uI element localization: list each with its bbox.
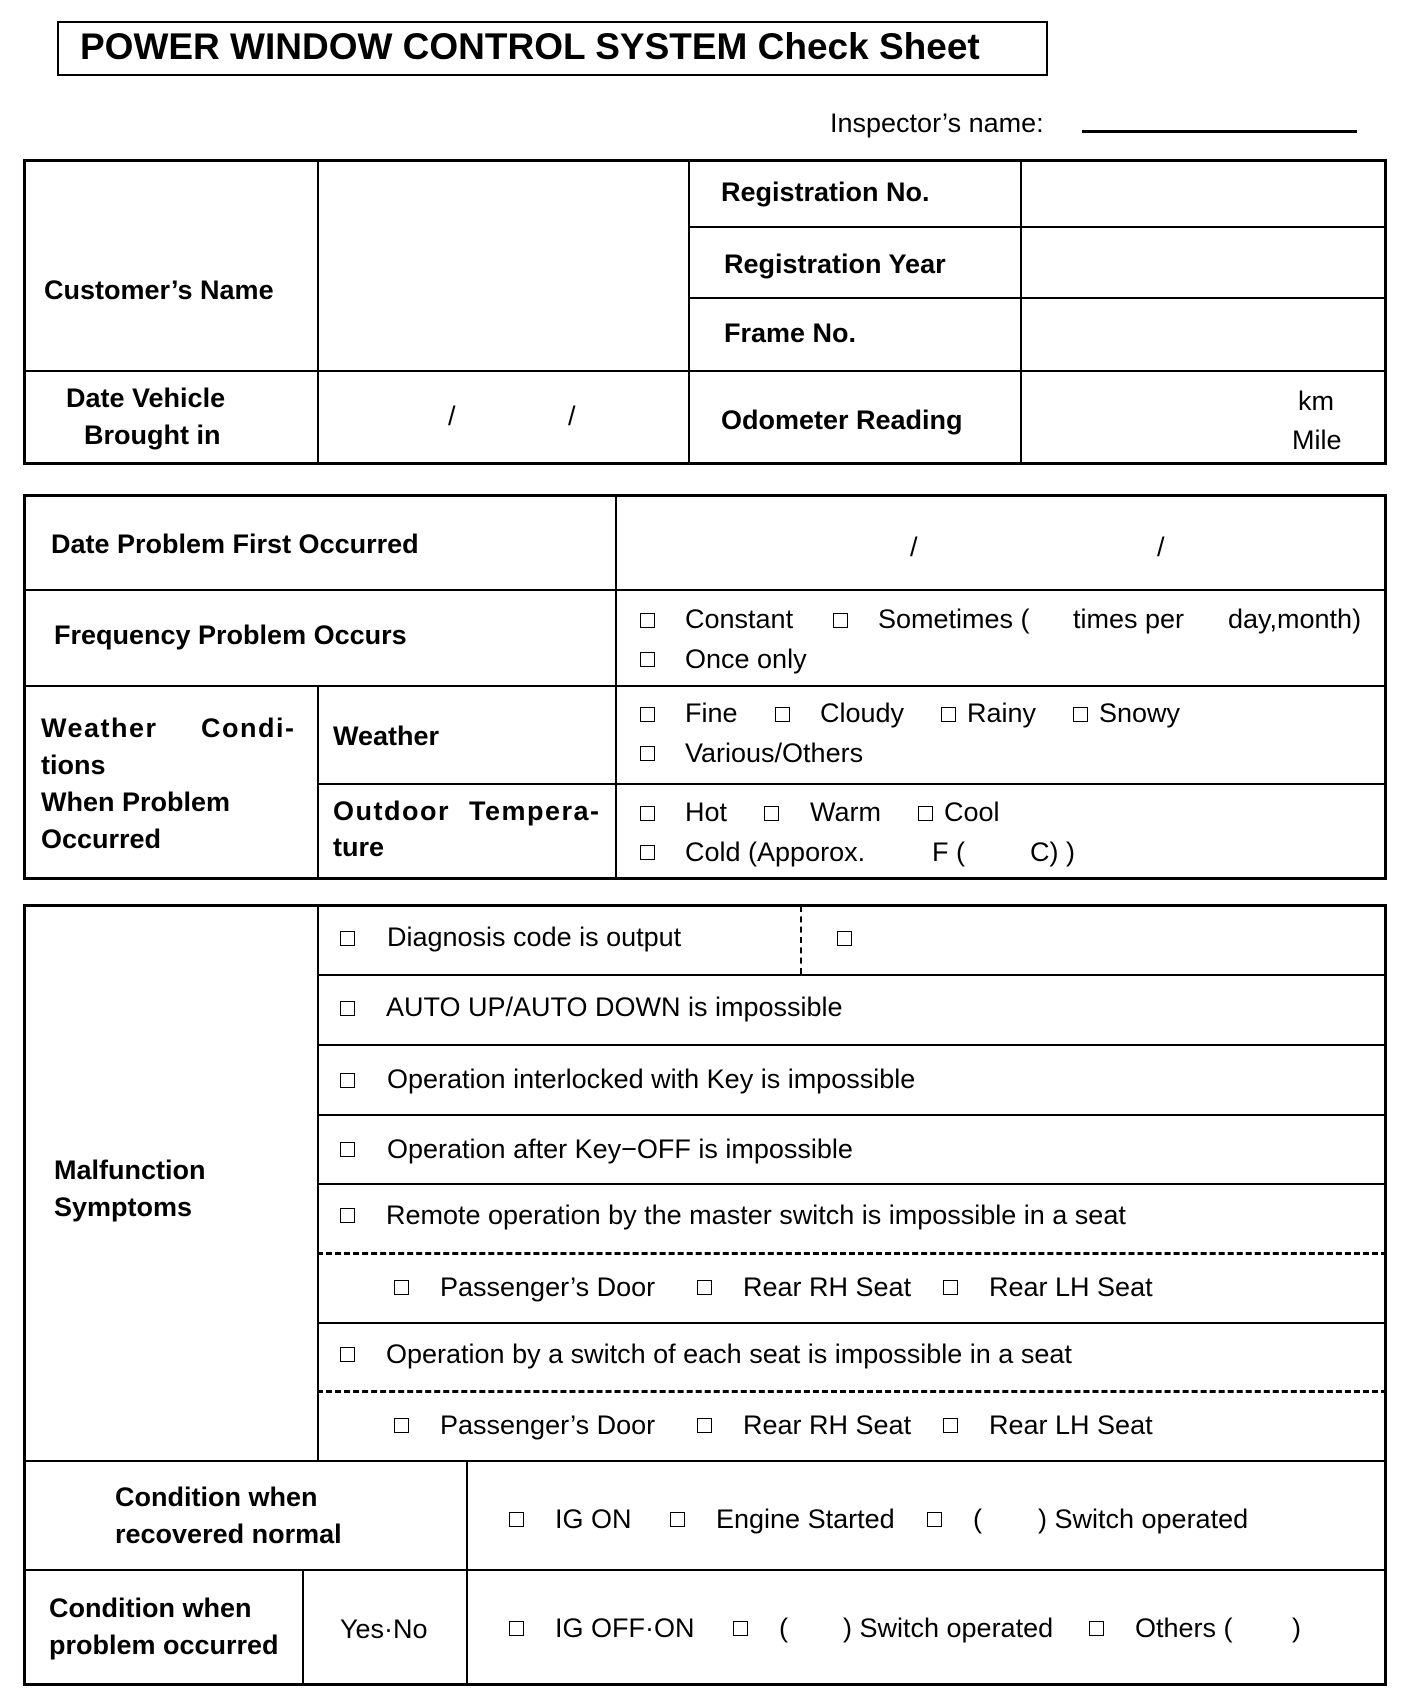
weather-conditions-label: Weather — [41, 713, 158, 743]
date-brought-in-label: Date Vehicle — [66, 383, 226, 413]
divider — [302, 1569, 304, 1686]
registration-year-label: Registration Year — [724, 249, 946, 279]
occurred-ig-off-on-checkbox[interactable] — [509, 1621, 524, 1636]
temp-cold-checkbox[interactable] — [640, 845, 655, 860]
weather-cloudy-text: Cloudy — [820, 698, 905, 728]
dashed-divider — [317, 1252, 1387, 1255]
customer-name-field[interactable] — [320, 162, 686, 368]
remote-master-text: Remote operation by the master switch is impossible in a seat — [386, 1200, 1126, 1230]
divider — [466, 1460, 468, 1686]
weather-conditions-label: tions — [41, 750, 106, 780]
malfunction-symptoms-label: Symptoms — [54, 1192, 193, 1222]
occurred-ig-off-on-text: IG OFF·ON — [555, 1613, 695, 1643]
divider — [317, 974, 1387, 976]
remote-rear-rh-text: Rear RH Seat — [743, 1272, 912, 1302]
temp-hot-checkbox[interactable] — [640, 806, 655, 821]
frequency-day-month-text: day,month) — [1228, 604, 1362, 634]
frequency-sometimes-text: Sometimes ( — [878, 604, 1030, 634]
date-separator: / — [568, 401, 576, 431]
weather-fine-checkbox[interactable] — [640, 707, 655, 722]
divider — [688, 226, 1387, 228]
remote-rear-lh-checkbox[interactable] — [943, 1280, 958, 1295]
divider — [688, 159, 690, 465]
temp-warm-checkbox[interactable] — [764, 806, 779, 821]
temp-hot-text: Hot — [685, 797, 728, 827]
occurred-switch-checkbox[interactable] — [733, 1621, 748, 1636]
temp-fahrenheit-text: F ( — [932, 837, 965, 867]
outdoor-temperature-label: Tempera- — [469, 796, 601, 826]
divider — [1020, 159, 1022, 465]
recovered-switch-text: ) Switch operated — [1038, 1504, 1249, 1534]
weather-snowy-text: Snowy — [1099, 698, 1181, 728]
frame-no-field[interactable] — [1023, 300, 1385, 368]
recovered-normal-label: Condition when — [115, 1482, 318, 1512]
remote-rear-lh-text: Rear LH Seat — [989, 1272, 1153, 1302]
frequency-once-checkbox[interactable] — [640, 652, 655, 667]
date-brought-in-label: Brought in — [84, 420, 221, 450]
unit-mile: Mile — [1292, 425, 1342, 455]
key-interlock-text: Operation interlocked with Key is impossible — [387, 1064, 916, 1094]
weather-conditions-label: Occurred — [41, 824, 162, 854]
weather-fine-text: Fine — [685, 698, 738, 728]
key-interlock-checkbox[interactable] — [340, 1073, 355, 1088]
unit-km: km — [1298, 386, 1334, 416]
each-seat-passenger-door-text: Passenger’s Door — [440, 1410, 656, 1440]
temp-warm-text: Warm — [810, 797, 881, 827]
frequency-sometimes-checkbox[interactable] — [833, 613, 848, 628]
weather-rainy-checkbox[interactable] — [941, 707, 956, 722]
weather-cloudy-checkbox[interactable] — [775, 707, 790, 722]
problem-occurred-label: problem occurred — [49, 1630, 279, 1660]
after-key-off-text: Operation after Key−OFF is impossible — [387, 1134, 853, 1164]
occurred-others-checkbox[interactable] — [1089, 1621, 1104, 1636]
remote-passenger-door-checkbox[interactable] — [394, 1280, 409, 1295]
frequency-times-per-text: times per — [1073, 604, 1185, 634]
divider — [317, 159, 319, 465]
registration-no-label: Registration No. — [721, 177, 930, 207]
frequency-constant-text: Constant — [685, 604, 794, 634]
frame-no-label: Frame No. — [724, 318, 857, 348]
each-seat-rear-lh-checkbox[interactable] — [943, 1418, 958, 1433]
divider — [317, 1044, 1387, 1046]
remote-rear-rh-checkbox[interactable] — [697, 1280, 712, 1295]
frequency-once-text: Once only — [685, 644, 807, 674]
date-separator: / — [1157, 532, 1165, 562]
divider — [23, 1569, 1387, 1571]
divider — [23, 1460, 1387, 1462]
divider — [317, 1183, 1387, 1185]
frequency-label: Frequency Problem Occurs — [54, 620, 407, 650]
inspector-name-field[interactable] — [1082, 130, 1357, 133]
auto-up-down-text: AUTO UP/AUTO DOWN is impossible — [386, 992, 843, 1022]
recovered-normal-label: recovered normal — [115, 1519, 342, 1549]
date-first-occurred-label: Date Problem First Occurred — [51, 529, 419, 559]
customer-name-label: Customer’s Name — [44, 275, 274, 305]
divider — [800, 906, 802, 974]
recovered-switch-checkbox[interactable] — [927, 1512, 942, 1527]
diag-code-text: Diagnosis code is output — [387, 922, 682, 952]
recovered-engine-started-checkbox[interactable] — [670, 1512, 685, 1527]
auto-up-down-checkbox[interactable] — [340, 1001, 355, 1016]
date-separator: / — [910, 532, 918, 562]
occurred-others-text: Others ( — [1135, 1613, 1233, 1643]
weather-conditions-label: When Problem — [41, 787, 231, 817]
divider — [317, 1114, 1387, 1116]
divider — [317, 904, 319, 1460]
each-seat-checkbox[interactable] — [340, 1347, 355, 1362]
occurred-switch-text: ) Switch operated — [843, 1613, 1054, 1643]
diag-code-checkbox[interactable] — [340, 931, 355, 946]
registration-no-field[interactable] — [1023, 162, 1385, 224]
remote-master-checkbox[interactable] — [340, 1208, 355, 1223]
frequency-constant-checkbox[interactable] — [640, 613, 655, 628]
after-key-off-checkbox[interactable] — [340, 1142, 355, 1157]
recovered-ig-on-checkbox[interactable] — [509, 1512, 524, 1527]
odometer-label: Odometer Reading — [721, 405, 963, 435]
divider — [317, 783, 1387, 785]
each-seat-text: Operation by a switch of each seat is impossible in a seat — [386, 1339, 1072, 1369]
each-seat-passenger-door-checkbox[interactable] — [394, 1418, 409, 1433]
recovered-engine-started-text: Engine Started — [716, 1504, 895, 1534]
divider — [23, 589, 1387, 591]
date-separator: / — [448, 401, 456, 431]
outdoor-temperature-label: Outdoor — [333, 796, 450, 826]
weather-snowy-checkbox[interactable] — [1073, 707, 1088, 722]
each-seat-rear-rh-checkbox[interactable] — [697, 1418, 712, 1433]
each-seat-rear-lh-text: Rear LH Seat — [989, 1410, 1153, 1440]
each-seat-rear-rh-text: Rear RH Seat — [743, 1410, 912, 1440]
page-title: POWER WINDOW CONTROL SYSTEM Check Sheet — [80, 26, 980, 67]
outdoor-temperature-label: ture — [333, 832, 385, 862]
weather-various-checkbox[interactable] — [640, 746, 655, 761]
temp-cold-text: Cold (Apporox. — [685, 837, 866, 867]
divider — [23, 685, 1387, 687]
recovered-ig-on-text: IG ON — [555, 1504, 632, 1534]
divider — [615, 494, 617, 880]
weather-rainy-text: Rainy — [967, 698, 1037, 728]
temp-celsius-text: C) ) — [1030, 837, 1075, 867]
registration-year-field[interactable] — [1023, 229, 1385, 295]
divider — [317, 1322, 1387, 1324]
yes-no-text: Yes·No — [340, 1614, 428, 1644]
weather-various-text: Various/Others — [685, 738, 864, 768]
recovered-switch-paren: ( — [973, 1504, 982, 1534]
weather-conditions-label: Condi- — [201, 713, 296, 743]
malfunction-symptoms-label: Malfunction — [54, 1155, 206, 1185]
temp-cool-checkbox[interactable] — [918, 806, 933, 821]
inspector-name-label: Inspector’s name: — [830, 108, 1044, 138]
divider — [23, 370, 1387, 372]
weather-label: Weather — [333, 721, 440, 751]
remote-passenger-door-text: Passenger’s Door — [440, 1272, 656, 1302]
diag-code-detail-checkbox[interactable] — [837, 931, 852, 946]
divider — [688, 297, 1387, 299]
occurred-switch-paren: ( — [779, 1613, 788, 1643]
occurred-others-close: ) — [1292, 1613, 1301, 1643]
temp-cool-text: Cool — [944, 797, 1000, 827]
dashed-divider — [317, 1390, 1387, 1393]
problem-occurred-label: Condition when — [49, 1593, 252, 1623]
